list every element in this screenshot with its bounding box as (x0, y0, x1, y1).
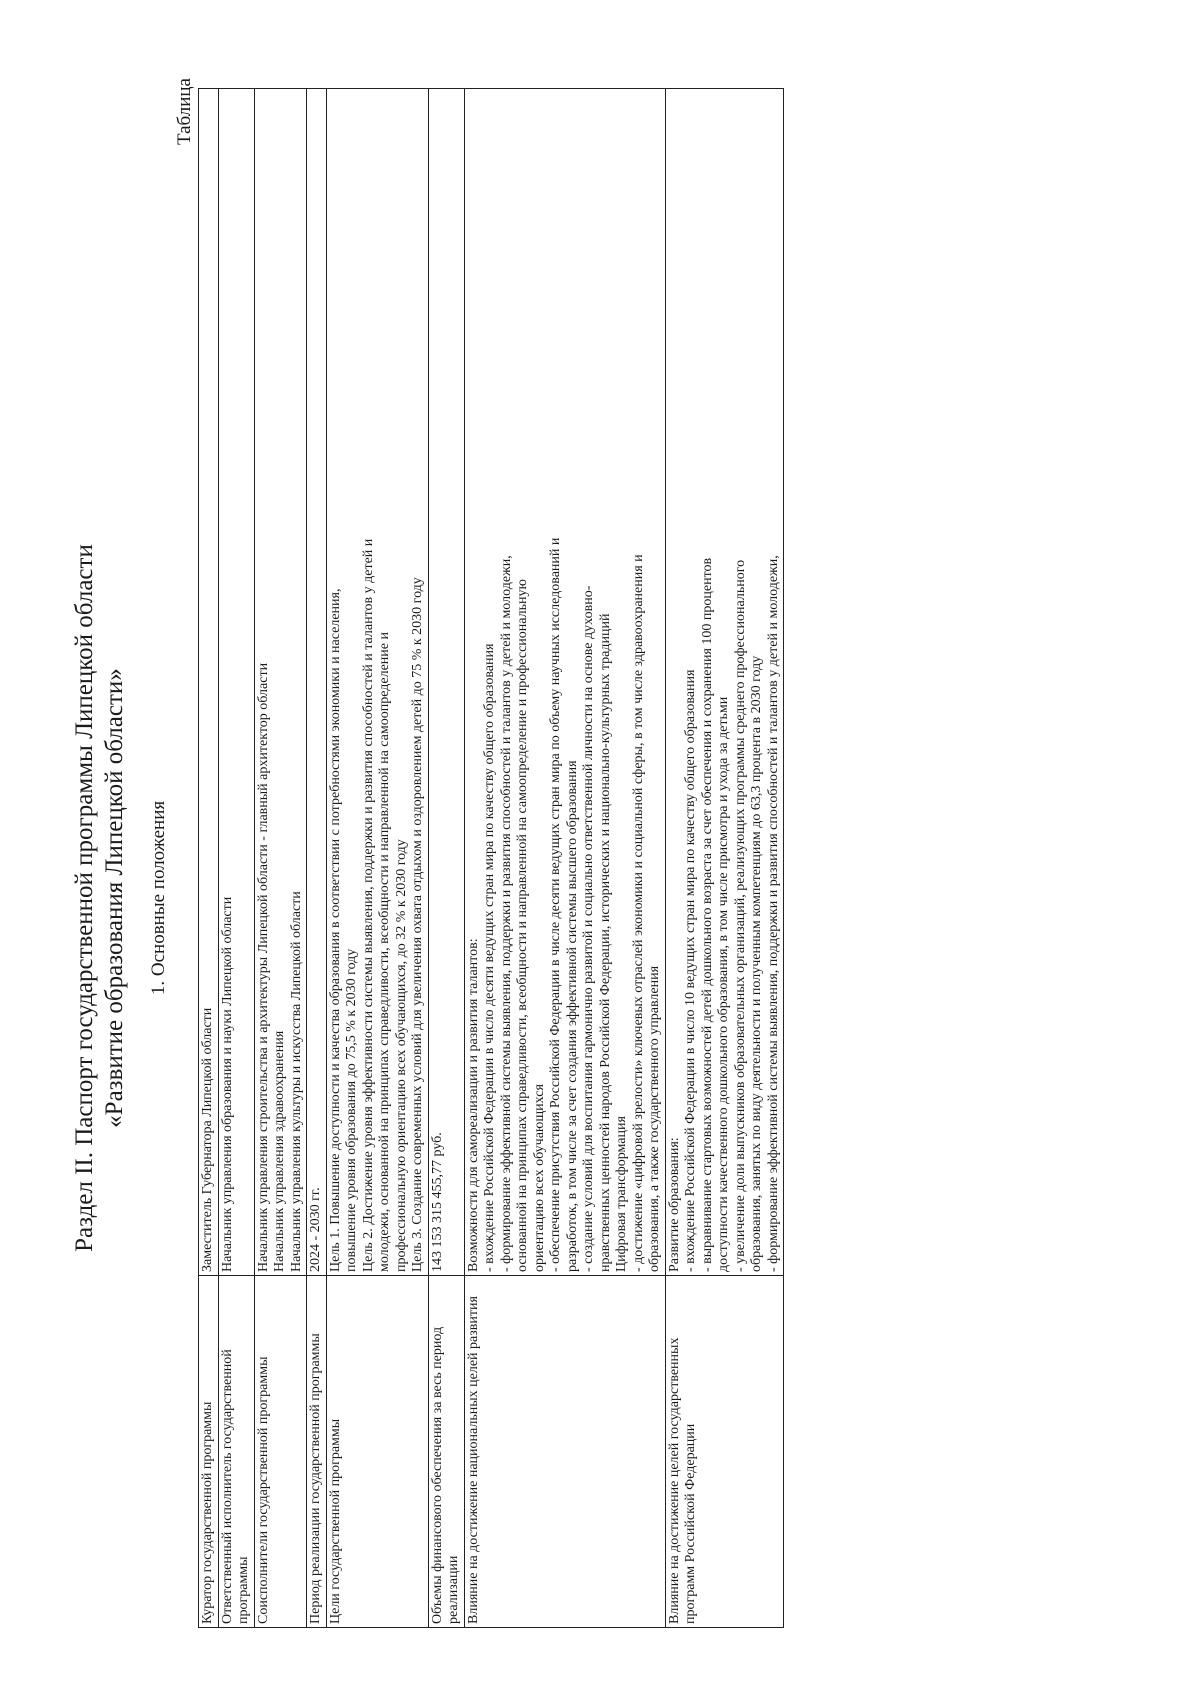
page-title (70, 168, 130, 1628)
row-label-cell (464, 1276, 665, 1628)
table-row (665, 89, 784, 1628)
row-value-cell (218, 89, 254, 1276)
row-label: Влияние на достижение национальных целей развития (465, 1296, 481, 1624)
row-value-cell (326, 89, 428, 1276)
row-label: Ответственный исполнитель государственной программы (219, 1349, 251, 1624)
row-value-line: Развитие образования: (666, 1137, 682, 1272)
row-label-cell (254, 1276, 307, 1628)
row-value-line: повышение уровня образования до 75,5 % к 2030 году (344, 948, 359, 1272)
row-value-cell (199, 89, 219, 1276)
row-value-line: образования, занятых по виду деятельности и полученным компетенциям до 63,3 процента в 2030 году (749, 655, 764, 1272)
row-label-cell (199, 1276, 219, 1628)
table-row (464, 89, 665, 1628)
row-value-line: Заместитель Губернатора Липецкой области (200, 1007, 215, 1272)
row-label: Куратор государственной программы (200, 1401, 215, 1624)
row-value-line: разработок, в том числе за счет создания эффективной системы высшего образования (564, 760, 580, 1272)
row-value-line: - увеличение доли выпускников образовательных организаций, реализующих программы среднего профессионального (732, 559, 748, 1272)
row-value-line: доступности качественного дошкольного образования, в том числе присмотра и ухода за детьми (716, 696, 731, 1272)
page-content-rotated (70, 68, 990, 1628)
row-value-line: Цель 2. Достижение уровня эффективности системы выявления, поддержки и развития способностей и талантов у детей и (360, 538, 376, 1272)
section-heading: 1. Основные положения (148, 800, 169, 996)
row-label: Соисполнители государственной программы (255, 1356, 271, 1624)
row-value-line: - вхождение Российской Федерации в число 10 ведущих стран мира по качеству общего образования (683, 669, 698, 1272)
passport-table-body (199, 89, 784, 1628)
row-label-cell (326, 1276, 428, 1628)
table-caption: Таблица (174, 78, 195, 146)
table-row (199, 89, 219, 1628)
row-label: Объемы финансового обеспечения за весь период реализации (429, 1326, 461, 1624)
row-value-line: Начальник управления здравоохранения (272, 1030, 287, 1272)
row-value-cell (307, 89, 327, 1276)
table-row (254, 89, 307, 1628)
row-value-line: основанной на принципах справедливости, всеобщности и направленной на самоопределение и профессиональную (515, 579, 530, 1272)
row-value-line: - создание условий для воспитания гармонично развитой и социально ответственной личности на основе духовно- (581, 585, 596, 1272)
row-value-line: ориентацию всех обучающихся (531, 1084, 547, 1272)
row-label-cell (428, 1276, 464, 1628)
scanned-page (70, 68, 990, 1628)
row-value-line: Возможности для самореализации и развития талантов: (465, 938, 481, 1272)
row-value-line: молодежи, основанной на принципах справедливости, всеобщности и направленной на самоопределение и (377, 631, 392, 1272)
table-row (326, 89, 428, 1628)
row-value-line: Начальник управления образования и науки Липецкой области (219, 896, 235, 1272)
title-line-2: «Развитие образования Липецкой области» (101, 668, 128, 1128)
row-value-line: 2024 - 2030 гг. (308, 1187, 323, 1272)
row-value-line: Цель 3. Создание современных условий для увеличения охвата отдыхом и оздоровлением детей до 75 % к 2030 году (410, 577, 425, 1272)
row-label: Влияние на достижение целей государственных программ Российской Федерации (666, 1337, 698, 1624)
row-value-line: - достижение «цифровой зрелости» ключевых отраслей экономики и социальной сферы, в том числе здравоохранения и (630, 554, 646, 1272)
row-value-line: - выравнивание стартовых возможностей детей дошкольного возраста за счет обеспечения и сохранения 100 процентов (699, 557, 715, 1272)
table-row (428, 89, 464, 1628)
row-value-line: - формирование эффективной системы выявления, поддержки и развития способностей и талантов у детей и молодежи, (498, 555, 514, 1272)
row-value-line: Начальник управления строительства и архитектуры Липецкой области - главный архитектор области (255, 662, 271, 1272)
row-value-cell (464, 89, 665, 1276)
row-value-cell (428, 89, 464, 1276)
row-value-line: - вхождение Российской Федерации в число десяти ведущих стран мира по качеству общего образования (482, 643, 497, 1272)
row-value-line: нравственных ценностей народов Российской Федерации, исторических и национально-культурных традиций (597, 613, 613, 1272)
table-row (218, 89, 254, 1628)
program-passport-table (198, 88, 784, 1628)
row-label-cell (218, 1276, 254, 1628)
row-value-cell (665, 89, 784, 1276)
row-value-line: Начальник управления культуры и искусства Липецкой области (288, 891, 304, 1272)
row-value-line: 143 153 315 455,77 руб. (429, 1132, 445, 1272)
row-label: Период реализации государственной программы (308, 1333, 323, 1624)
row-value-line: Цифровая трансформация (614, 1116, 629, 1272)
row-value-line: Цель 1. Повышение доступности и качества образования в соответствии с потребностями экономики и населения, (327, 588, 343, 1272)
title-line-1: Раздел II. Паспорт государственной программы Липецкой области (71, 544, 98, 1252)
row-label-cell (665, 1276, 784, 1628)
row-value-line: образования, а также государственного управления (647, 965, 662, 1272)
row-value-line: профессиональную ориентацию всех обучающихся, до 32 % к 2030 году (393, 839, 409, 1272)
table-row (307, 89, 327, 1628)
row-value-line: - формирование эффективной системы выявления, поддержки и развития способностей и талантов у детей и молодежи, (765, 555, 781, 1272)
row-value-cell (254, 89, 307, 1276)
row-label-cell (307, 1276, 327, 1628)
row-value-line: - обеспечение присутствия Российской Федерации в числе десяти ведущих стран мира по объему научных исследований и (548, 537, 563, 1272)
row-label: Цели государственной программы (327, 1418, 343, 1624)
